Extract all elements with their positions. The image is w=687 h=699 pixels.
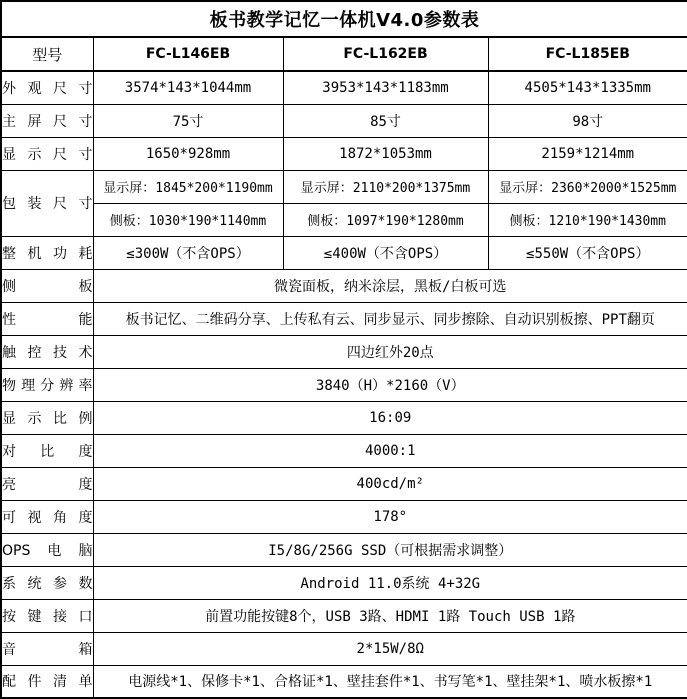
row-label-system: 系统参数 <box>1 566 93 599</box>
row-label-features: 性能 <box>1 302 93 335</box>
main-screen-value-2: 85寸 <box>283 104 488 137</box>
display-size-value-2: 1872*1053mm <box>283 137 488 170</box>
ops-pc-value: I5/8G/256G SSD（可根据需求调整） <box>93 533 687 566</box>
row-aspect-ratio <box>1 401 687 434</box>
row-label-brightness: 亮度 <box>1 467 93 500</box>
display-size-value-1: 1650*928mm <box>93 137 283 170</box>
row-label-appearance: 外观尺寸 <box>1 71 93 104</box>
row-appearance <box>1 71 687 104</box>
row-label-contrast: 对比度 <box>1 434 93 467</box>
resolution-value: 3840（H）*2160（V） <box>93 368 687 401</box>
display-size-value-3: 2159*1214mm <box>488 137 687 170</box>
model-header-row <box>1 37 687 71</box>
row-label-touch: 触控技术 <box>1 335 93 368</box>
row-label-power: 整机功耗 <box>1 236 93 269</box>
row-resolution <box>1 368 687 401</box>
row-power <box>1 236 687 269</box>
row-speaker <box>1 632 687 665</box>
row-features <box>1 302 687 335</box>
side-panel-value: 微瓷面板，纳米涂层，黑板/白板可选 <box>93 269 687 302</box>
packaging-screen-value-3: 显示屏：2360*2000*1525mm <box>488 170 687 203</box>
accessories-value: 电源线*1、保修卡*1、合格证*1、壁挂套件*1、书写笔*1、壁挂架*1、喷水板擦*1 <box>93 665 687 698</box>
speaker-value: 2*15W/8Ω <box>93 632 687 665</box>
packaging-screen-value-2: 显示屏：2110*200*1375mm <box>283 170 488 203</box>
power-value-3: ≤550W（不含OPS） <box>488 236 687 269</box>
power-value-1: ≤300W（不含OPS） <box>93 236 283 269</box>
buttons-ports-value: 前置功能按键8个，USB 3路、HDMI 1路 Touch USB 1路 <box>93 599 687 632</box>
packaging-screen-value-1: 显示屏：1845*200*1190mm <box>93 170 283 203</box>
appearance-value-1: 3574*143*1044mm <box>93 71 283 104</box>
brightness-value: 400cd/m² <box>93 467 687 500</box>
row-label-main-screen: 主屏尺寸 <box>1 104 93 137</box>
row-buttons-ports <box>1 599 687 632</box>
row-side-panel <box>1 269 687 302</box>
row-label-resolution: 物理分辨率 <box>1 368 93 401</box>
main-screen-value-1: 75寸 <box>93 104 283 137</box>
main-screen-value-3: 98寸 <box>488 104 687 137</box>
row-label-aspect-ratio: 显示比例 <box>1 401 93 434</box>
row-label-buttons-ports: 按键接口 <box>1 599 93 632</box>
model-name-3: FC-L185EB <box>488 37 687 71</box>
contrast-value: 4000:1 <box>93 434 687 467</box>
touch-value: 四边红外20点 <box>93 335 687 368</box>
row-main-screen <box>1 104 687 137</box>
appearance-value-3: 4505*143*1335mm <box>488 71 687 104</box>
row-packaging-screen <box>1 170 687 203</box>
power-value-2: ≤400W（不含OPS） <box>283 236 488 269</box>
row-viewing-angle <box>1 500 687 533</box>
packaging-side-value-3: 侧板：1210*190*1430mm <box>488 203 687 236</box>
row-label-ops-pc: OPS电脑 <box>1 533 93 566</box>
row-label-accessories: 配件清单 <box>1 665 93 698</box>
model-name-2: FC-L162EB <box>283 37 488 71</box>
viewing-angle-value: 178° <box>93 500 687 533</box>
row-label-viewing-angle: 可视角度 <box>1 500 93 533</box>
row-display-size <box>1 137 687 170</box>
model-header-label: 型号 <box>1 37 93 71</box>
row-brightness <box>1 467 687 500</box>
row-packaging-side <box>1 203 687 236</box>
row-label-display-size: 显示尺寸 <box>1 137 93 170</box>
system-value: Android 11.0系统 4+32G <box>93 566 687 599</box>
row-accessories <box>1 665 687 698</box>
title-row <box>1 1 687 37</box>
features-value: 板书记忆、二维码分享、上传私有云、同步显示、同步擦除、自动识别板擦、PPT翻页 <box>93 302 687 335</box>
row-contrast <box>1 434 687 467</box>
row-label-side-panel: 侧板 <box>1 269 93 302</box>
model-name-1: FC-L146EB <box>93 37 283 71</box>
page-title: 板书教学记忆一体机V4.0参数表 <box>1 1 687 37</box>
packaging-side-value-2: 侧板：1097*190*1280mm <box>283 203 488 236</box>
row-system <box>1 566 687 599</box>
row-label-packaging: 包装尺寸 <box>1 170 93 236</box>
aspect-ratio-value: 16:09 <box>93 401 687 434</box>
row-touch <box>1 335 687 368</box>
row-label-speaker: 音箱 <box>1 632 93 665</box>
packaging-side-value-1: 侧板：1030*190*1140mm <box>93 203 283 236</box>
appearance-value-2: 3953*143*1183mm <box>283 71 488 104</box>
row-ops-pc <box>1 533 687 566</box>
